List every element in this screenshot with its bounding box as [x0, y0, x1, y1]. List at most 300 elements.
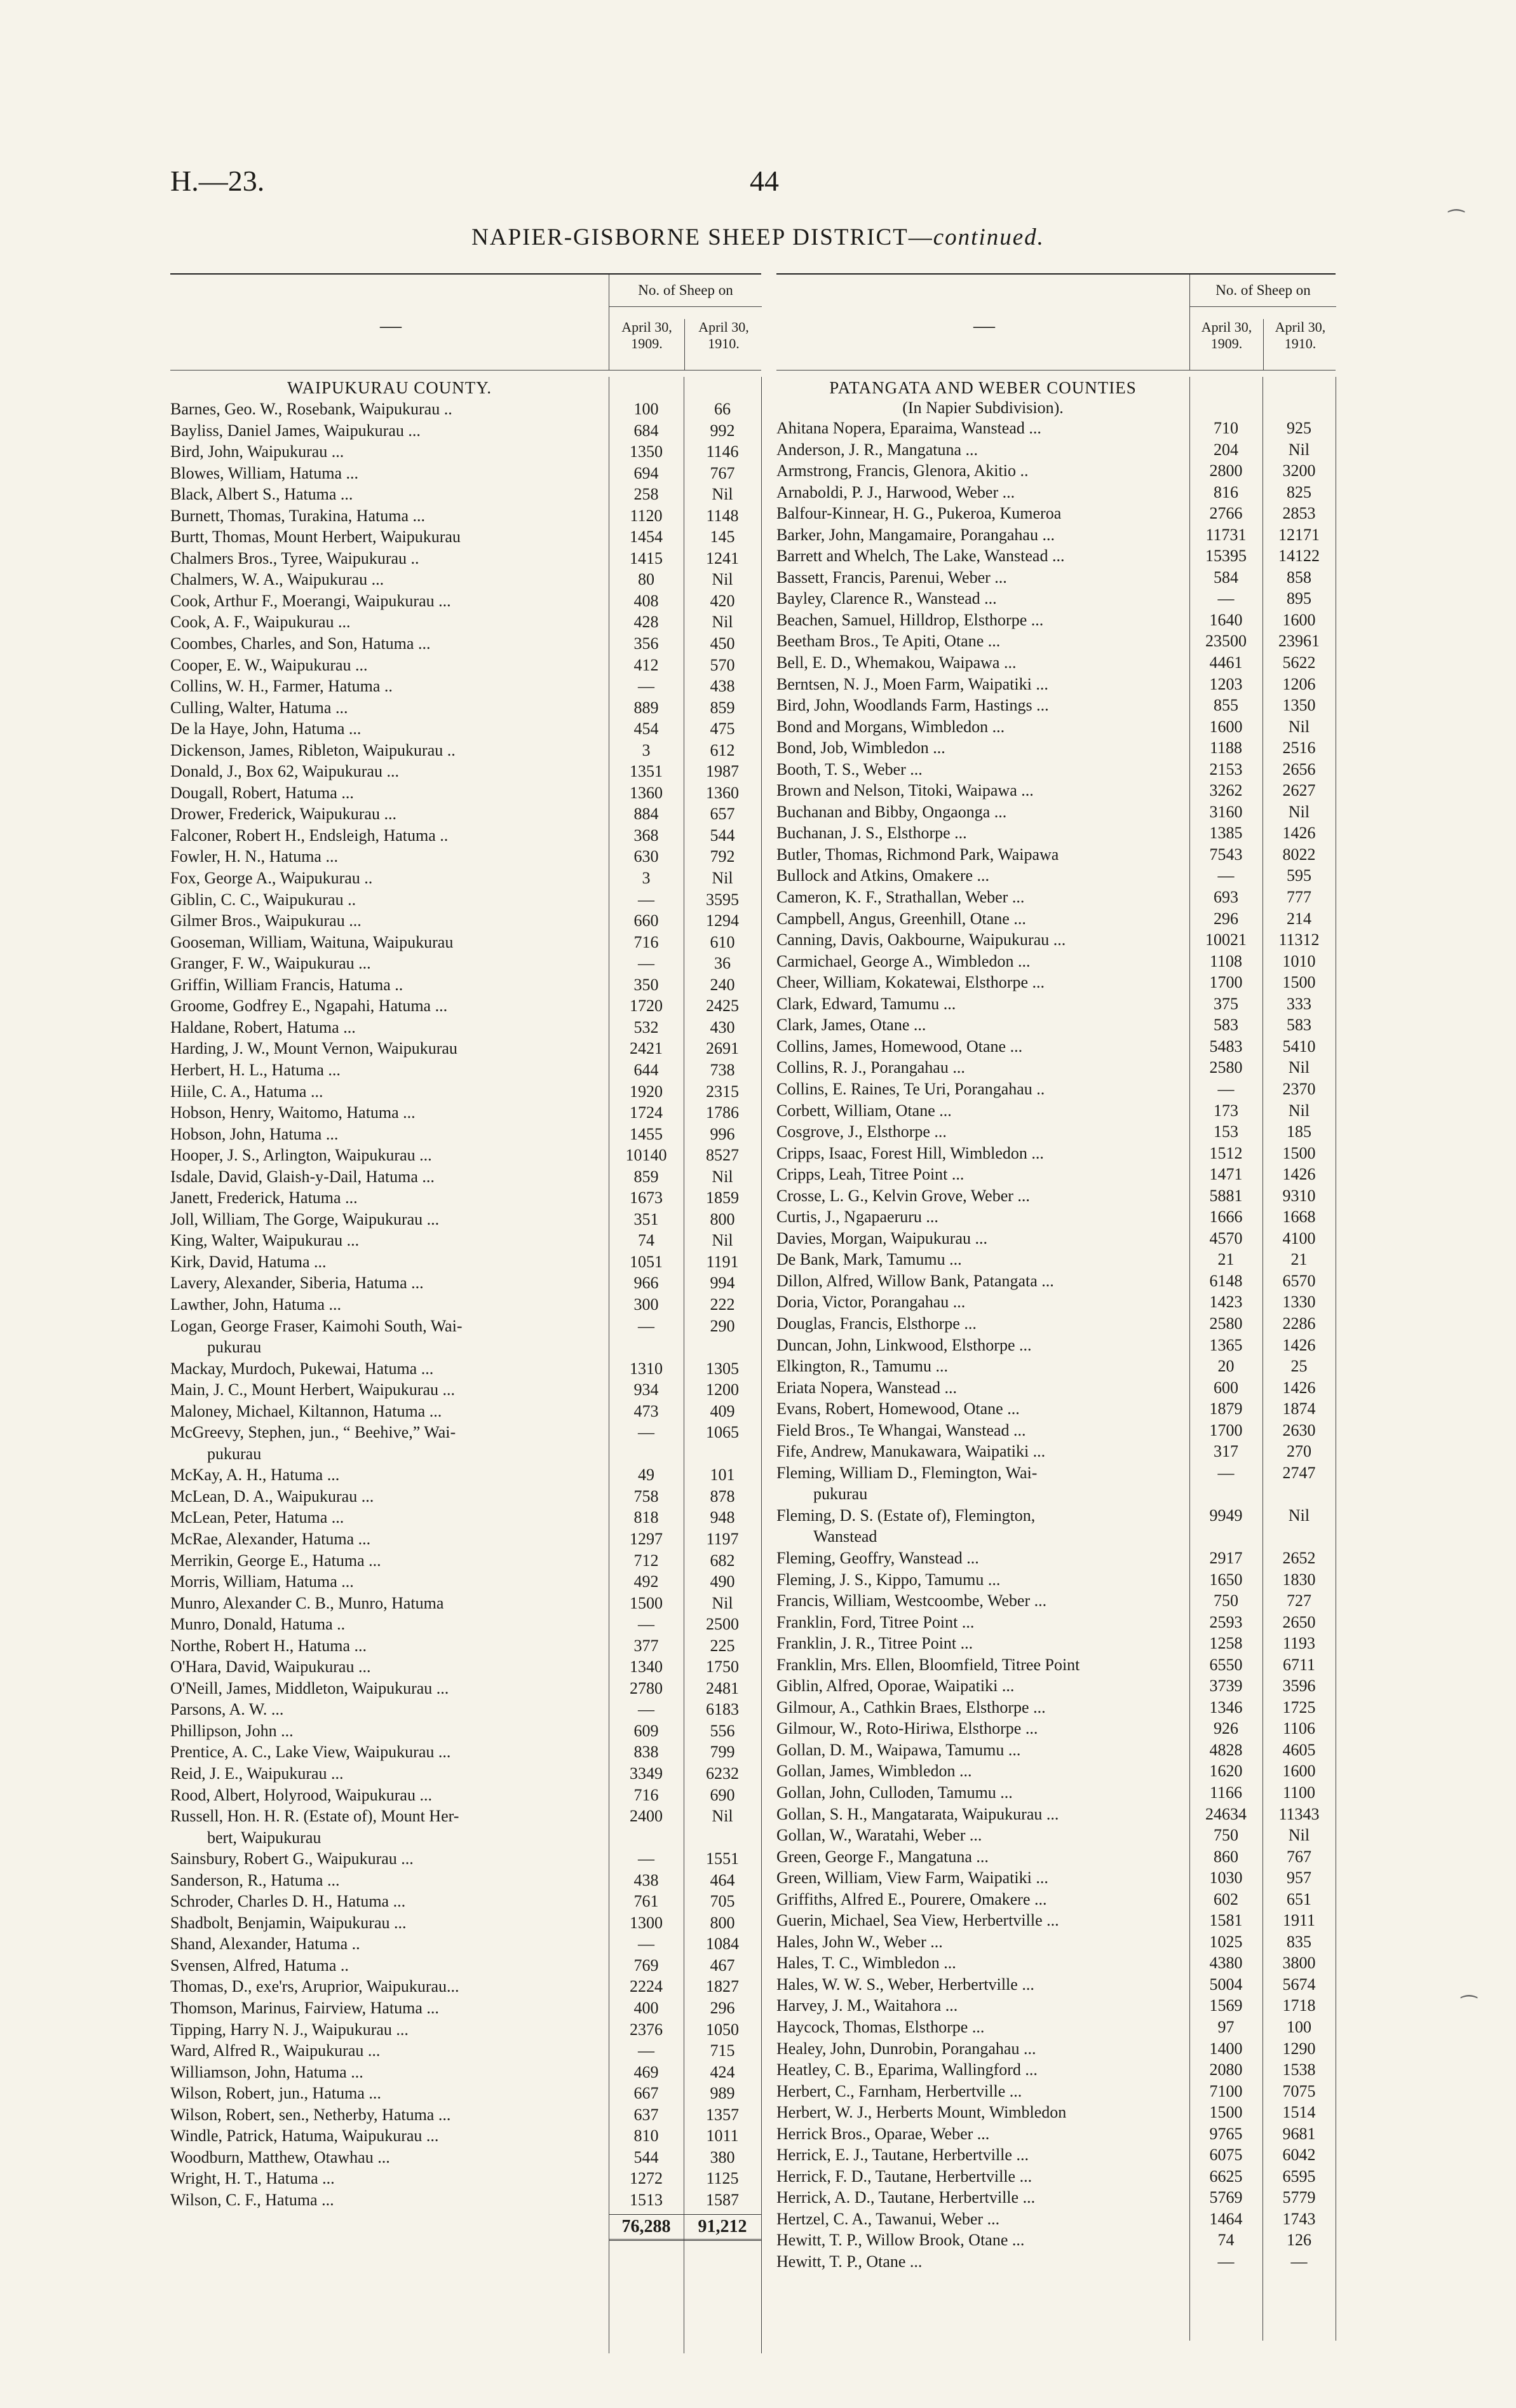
- table-row: [170, 1379, 761, 1401]
- owner-name: Cook, A. F., Waipukurau ...: [170, 613, 351, 632]
- owner-name: Morris, William, Hatuma ...: [170, 1572, 354, 1591]
- sheep-1909: 473: [633, 1401, 659, 1420]
- sheep-1909: 1724: [630, 1103, 663, 1122]
- sheep-1909: 1500: [630, 1593, 663, 1612]
- sheep-1910: 1750: [706, 1657, 739, 1677]
- owner-name: Cripps, Leah, Titree Point ...: [776, 1165, 964, 1184]
- owner-name: Fowler, H. N., Hatuma ...: [170, 847, 338, 866]
- sheep-1909: 23500: [1205, 632, 1247, 651]
- sheep-1909: 1385: [1209, 824, 1243, 843]
- sheep-1910: 996: [710, 1124, 735, 1143]
- sheep-1909: 173: [1214, 1101, 1238, 1120]
- owner-name: Heatley, C. B., Eparima, Wallingford ...: [776, 2060, 1038, 2079]
- sheep-1910: 1065: [706, 1423, 739, 1442]
- sheep-1910: 420: [710, 591, 735, 610]
- sheep-1910: [1268, 1526, 1336, 1548]
- sheep-1909: 1512: [1209, 1143, 1243, 1162]
- header-dash: —: [973, 314, 995, 337]
- owner-name: Hiile, C. A., Hatuma ...: [170, 1082, 323, 1101]
- owner-name: Hales, W. W. S., Weber, Herbertville ...: [776, 1975, 1034, 1994]
- owner-name: Cook, Arthur F., Moerangi, Waipukurau ...: [170, 591, 451, 610]
- table-row: [170, 548, 761, 569]
- sheep-1909: —: [638, 1935, 654, 1954]
- sheep-1910: 7075: [1282, 2081, 1316, 2100]
- table-row: [776, 1952, 1336, 1974]
- owner-name: Prentice, A. C., Lake View, Waipukurau ...: [170, 1743, 451, 1762]
- owner-name: Thomas, D., exe'rs, Aruprior, Waipukurau...: [170, 1977, 459, 1996]
- owner-name: Wilson, Robert, jun., Hatuma ...: [170, 2084, 381, 2103]
- owner-name: Gooseman, William, Waituna, Waipukurau: [170, 932, 454, 951]
- owner-name: Blowes, William, Hatuma ...: [170, 463, 358, 482]
- table-row: [776, 1526, 1336, 1548]
- sheep-1910: 1146: [706, 442, 739, 461]
- row-list: [170, 398, 761, 2210]
- owner-name: Bullock and Atkins, Omakere ...: [776, 866, 990, 885]
- sheep-1909: 1030: [1209, 1868, 1243, 1888]
- sheep-1909: 758: [633, 1486, 659, 1506]
- sheep-1909: 710: [1214, 419, 1238, 437]
- table-row: [170, 1316, 761, 1337]
- sheep-1909: —: [1217, 589, 1235, 608]
- table-row: [170, 590, 761, 612]
- table-row: [776, 460, 1336, 482]
- sheep-1910: [689, 1443, 761, 1465]
- table-row: [170, 2125, 761, 2147]
- table-row: [776, 652, 1336, 674]
- owner-name: Crosse, L. G., Kelvin Grove, Weber ...: [776, 1186, 1030, 1205]
- col-1909-header: April 30, 1909.: [1201, 319, 1252, 351]
- owner-name: McRae, Alexander, Hatuma ...: [170, 1529, 371, 1548]
- sheep-1909: 317: [1214, 1442, 1238, 1461]
- sheep-1910: 1100: [1282, 1783, 1316, 1802]
- sheep-1910: 6232: [706, 1764, 739, 1783]
- owner-name: Hobson, Henry, Waitomo, Hatuma ...: [170, 1103, 416, 1122]
- sheep-1910: 1197: [706, 1529, 739, 1548]
- sheep-1909: 1415: [630, 548, 663, 568]
- table-row: [776, 1249, 1336, 1270]
- owner-name: Dillon, Alfred, Willow Bank, Patangata ...: [776, 1271, 1054, 1290]
- owner-name: Hewitt, T. P., Otane ...: [776, 2252, 923, 2271]
- sheep-1909: 684: [633, 421, 659, 440]
- sheep-1910: 825: [1287, 482, 1311, 501]
- table-row: [776, 674, 1336, 695]
- sheep-1909: 6148: [1209, 1271, 1243, 1290]
- sheep-1910: 4605: [1282, 1740, 1316, 1759]
- owner-name: Haycock, Thomas, Elsthorpe ...: [776, 2018, 985, 2037]
- sheep-1909: 926: [1214, 1719, 1238, 1738]
- sheep-1910: 1600: [1282, 1762, 1316, 1781]
- owner-name: Schroder, Charles D. H., Hatuma ...: [170, 1892, 406, 1911]
- owner-name: Barrett and Whelch, The Lake, Wanstead ...: [776, 547, 1065, 566]
- sheep-1909: 3739: [1209, 1677, 1243, 1696]
- table-row: [776, 1697, 1336, 1718]
- table-row: [170, 1017, 761, 1038]
- table-row: [776, 2166, 1336, 2187]
- sheep-1910: 651: [1287, 1889, 1311, 1908]
- sheep-1909: 1108: [1209, 951, 1243, 970]
- table-row: [776, 908, 1336, 930]
- table-row: [170, 867, 761, 889]
- sheep-1910: 5779: [1282, 2188, 1316, 2207]
- table-row: [170, 2083, 761, 2104]
- table-row: [170, 1763, 761, 1785]
- owner-name: Corbett, William, Otane ...: [776, 1101, 952, 1120]
- sheep-1909: 258: [633, 485, 659, 504]
- sheep-1909: —: [638, 1423, 654, 1442]
- sheep-1909: 24634: [1205, 1804, 1247, 1823]
- sheep-1910: 895: [1287, 589, 1311, 608]
- sheep-1909: 5881: [1209, 1186, 1243, 1205]
- owner-name: Hales, T. C., Wimbledon ...: [776, 1954, 956, 1973]
- owner-name: Bayley, Clarence R., Wanstead ...: [776, 589, 997, 608]
- sheep-1910: 8527: [706, 1146, 739, 1165]
- sheep-1910: 2630: [1282, 1420, 1316, 1439]
- owner-name: Bond, Job, Wimbledon ...: [776, 738, 945, 758]
- owner-name: Sanderson, R., Hatuma ...: [170, 1870, 340, 1889]
- owner-name: Hales, John W., Weber ...: [776, 1932, 943, 1951]
- table-row: [776, 567, 1336, 588]
- table-row: [776, 1931, 1336, 1953]
- sheep-1909: 2593: [1209, 1612, 1243, 1631]
- sheep-1909: 1258: [1209, 1634, 1243, 1653]
- sheep-1909: —: [638, 1615, 654, 1634]
- col-1910-header: April 30, 1910.: [1263, 319, 1337, 370]
- sheep-1909: 644: [633, 1060, 659, 1079]
- table-row: [170, 825, 761, 847]
- total-1909: 76,288: [609, 2214, 684, 2241]
- owner-name: Bird, John, Woodlands Farm, Hastings ...: [776, 696, 1049, 715]
- owner-name: Thomson, Marinus, Fairview, Hatuma ...: [170, 1999, 439, 2018]
- sheep-1909: 3262: [1209, 781, 1243, 800]
- table-row: [776, 1121, 1336, 1143]
- sheep-1910: 1827: [706, 1977, 739, 1996]
- table-row: [170, 655, 761, 676]
- table-row: [170, 697, 761, 719]
- owner-name: Collins, E. Raines, Te Uri, Porangahau ..: [776, 1079, 1045, 1098]
- table-row: [776, 524, 1336, 546]
- table-row: [170, 1912, 761, 1934]
- owner-name: Butler, Thomas, Richmond Park, Waipawa: [776, 845, 1059, 864]
- sheep-1910: 2481: [706, 1678, 739, 1697]
- table-row: [170, 889, 761, 911]
- table-row: [776, 1483, 1336, 1505]
- table-row: [776, 1569, 1336, 1591]
- sheep-1910: 1050: [706, 2020, 739, 2039]
- owner-name: Woodburn, Matthew, Otawhau ...: [170, 2147, 390, 2167]
- sheep-1910: 1148: [706, 506, 739, 525]
- sheep-1910: 858: [1287, 568, 1311, 587]
- table-row: [170, 1443, 761, 1465]
- sheep-1909: 716: [633, 932, 659, 951]
- table-row: [776, 1760, 1336, 1782]
- owner-name: Franklin, Mrs. Ellen, Bloomfield, Titree Point: [776, 1655, 1080, 1674]
- table-row: [776, 887, 1336, 908]
- owner-name: Booth, T. S., Weber ...: [776, 759, 923, 779]
- col-1909-header: April 30, 1909.: [621, 319, 672, 351]
- sheep-1910: 1587: [706, 2190, 739, 2209]
- sheep-1910: 6595: [1282, 2167, 1316, 2186]
- owner-name: Fleming, D. S. (Estate of), Flemington,: [776, 1506, 1036, 1525]
- table-row: [776, 1612, 1336, 1633]
- owner-name: Bayliss, Daniel James, Waipukurau ...: [170, 421, 421, 440]
- table-row: [170, 932, 761, 953]
- sheep-1910: 6711: [1282, 1655, 1316, 1674]
- col-1910-header: April 30, 1910.: [684, 319, 762, 370]
- sheep-1909: 2780: [630, 1678, 663, 1697]
- sheep-1910: 715: [710, 2041, 735, 2060]
- owner-name: Campbell, Angus, Greenhill, Otane ...: [776, 909, 1026, 928]
- sheep-1909: 6625: [1209, 2167, 1243, 2186]
- sheep-1909: 1423: [1209, 1293, 1243, 1312]
- owner-name: Herbert, W. J., Herberts Mount, Wimbledon: [776, 2103, 1067, 2122]
- sheep-1909: 1569: [1209, 1996, 1243, 2015]
- totals-row: [170, 2214, 761, 2241]
- sheep-1910: 1330: [1282, 1293, 1316, 1312]
- table-row: [170, 803, 761, 825]
- sheep-1910: 2286: [1282, 1314, 1316, 1333]
- sheep-1910: 1743: [1282, 2209, 1316, 2228]
- owner-name: Gilmour, W., Roto-Hiriwa, Elsthorpe ...: [776, 1719, 1038, 1738]
- table-row: [170, 1827, 761, 1849]
- table-body: [170, 377, 761, 2241]
- sheep-group-label: No. of Sheep on: [609, 282, 762, 307]
- owner-name: Griffin, William Francis, Hatuma ..: [170, 975, 403, 994]
- sheep-1910: 738: [710, 1060, 735, 1079]
- owner-name: Barker, John, Mangamaire, Porangahau ...: [776, 525, 1055, 544]
- table-row: [170, 1976, 761, 1997]
- table-row: [170, 1528, 761, 1550]
- sheep-1909: 1513: [630, 2190, 663, 2209]
- sheep-1909: 637: [633, 2105, 659, 2124]
- owner-name: Bird, John, Waipukurau ...: [170, 442, 344, 461]
- table-row: [776, 972, 1336, 993]
- table-row: [776, 1036, 1336, 1058]
- sheep-1910: 464: [710, 1870, 735, 1889]
- owner-name: Tipping, Harry N. J., Waipukurau ...: [170, 2020, 409, 2039]
- sheep-1910: Nil: [1288, 802, 1310, 821]
- sheep-1909: 4828: [1209, 1740, 1243, 1759]
- owner-name: Clark, James, Otane ...: [776, 1016, 926, 1035]
- sheep-1910: 9310: [1282, 1186, 1316, 1205]
- sheep-1910: 475: [710, 719, 735, 738]
- table-row: [170, 761, 761, 782]
- owner-name: Northe, Robert H., Hatuma ...: [170, 1636, 367, 1655]
- owner-name: Buchanan and Bibby, Ongaonga ...: [776, 802, 1007, 821]
- owner-name: Ward, Alfred R., Waipukurau ...: [170, 2041, 381, 2060]
- sheep-1909: 6075: [1209, 2146, 1243, 2165]
- sheep-1910: 5410: [1282, 1037, 1316, 1056]
- owner-name: Balfour-Kinnear, H. G., Pukeroa, Kumeroa: [776, 504, 1062, 523]
- sheep-1910: 101: [710, 1466, 735, 1485]
- sheep-1910: 682: [710, 1551, 735, 1570]
- sheep-1909: 934: [633, 1380, 659, 1399]
- sheep-1909: 21: [1217, 1250, 1235, 1269]
- table-row: [776, 1804, 1336, 1825]
- sheep-1909: 350: [633, 975, 659, 994]
- table-row: [776, 759, 1336, 780]
- owner-name: Doria, Victor, Porangahau ...: [776, 1293, 966, 1312]
- owner-name: Elkington, R., Tamumu ...: [776, 1357, 948, 1376]
- sheep-1909: 1600: [1209, 717, 1243, 736]
- owner-name: Duncan, John, Linkwood, Elsthorpe ...: [776, 1335, 1032, 1354]
- sheep-1909: 377: [633, 1636, 659, 1655]
- sheep-1910: 556: [710, 1721, 735, 1740]
- owner-name: Merrikin, George E., Hatuma ...: [170, 1551, 381, 1570]
- sheep-1909: 5769: [1209, 2188, 1243, 2207]
- sheep-1909: 860: [1214, 1847, 1238, 1866]
- owner-name: Gollan, D. M., Waipawa, Tamumu ...: [776, 1740, 1021, 1759]
- sheep-1909: 1464: [1209, 2209, 1243, 2228]
- table-row: [170, 1081, 761, 1103]
- table-row: [776, 588, 1336, 609]
- table-row: [170, 910, 761, 932]
- table-row: [776, 1718, 1336, 1739]
- table-row: [776, 1143, 1336, 1164]
- table-row: [776, 1675, 1336, 1697]
- sheep-1910: 6042: [1282, 2146, 1316, 2165]
- table-row: [170, 1145, 761, 1166]
- sheep-1909: 1365: [1209, 1335, 1243, 1354]
- sheep-1909: —: [638, 677, 654, 696]
- sheep-1909: —: [638, 954, 654, 973]
- table-row: [170, 1741, 761, 1763]
- sheep-1909: 2421: [630, 1039, 663, 1058]
- table-row: [170, 846, 761, 867]
- sheep-1909: 769: [633, 1956, 659, 1975]
- sheep-1909: 761: [633, 1892, 659, 1911]
- sheep-1910: 2370: [1282, 1079, 1316, 1098]
- sheep-1910: 859: [710, 698, 735, 717]
- sheep-1909: 838: [633, 1743, 659, 1762]
- sheep-1909: 296: [1214, 909, 1238, 928]
- sheep-1910: Nil: [712, 869, 733, 888]
- table-row: [776, 1995, 1336, 2017]
- owner-name: Bassett, Francis, Parenui, Weber ...: [776, 568, 1007, 587]
- owner-name: Collins, James, Homewood, Otane ...: [776, 1037, 1023, 1056]
- sheep-1909: 1720: [630, 997, 663, 1016]
- table-row: [170, 676, 761, 697]
- sheep-1910: 1241: [706, 548, 739, 568]
- table-row: [170, 2040, 761, 2062]
- sheep-1910: 9681: [1282, 2124, 1316, 2143]
- sheep-1910: 1305: [706, 1359, 739, 1378]
- sheep-1909: 2580: [1209, 1058, 1243, 1077]
- table-row: [170, 2062, 761, 2083]
- sheep-1910: 570: [710, 655, 735, 674]
- table-row: [170, 1358, 761, 1380]
- table-row: [776, 1420, 1336, 1441]
- sheep-1910: 2650: [1282, 1612, 1316, 1631]
- sheep-1909: 2376: [630, 2020, 663, 2039]
- owner-name: De la Haye, John, Hatuma ...: [170, 719, 362, 738]
- owner-name: Svensen, Alfred, Hatuma ..: [170, 1956, 349, 1975]
- sheep-1909: 4570: [1209, 1228, 1243, 1248]
- sheep-1910: 878: [710, 1486, 735, 1506]
- sheep-1909: —: [638, 1700, 654, 1719]
- sheep-1910: 145: [710, 527, 735, 547]
- owner-name: Phillipson, John ...: [170, 1721, 294, 1740]
- sheep-1910: Nil: [712, 1167, 733, 1186]
- owner-name: Douglas, Francis, Elsthorpe ...: [776, 1314, 977, 1333]
- table-row: [170, 1059, 761, 1081]
- table-row: [170, 718, 761, 740]
- sheep-1910: 296: [710, 1999, 735, 2018]
- owner-name: Cameron, K. F., Strathallan, Weber ...: [776, 888, 1025, 907]
- sheep-1910: Nil: [1288, 1058, 1310, 1077]
- sheep-1910: 36: [714, 954, 731, 973]
- sheep-1909: 15395: [1205, 547, 1247, 566]
- sheep-1909: 2224: [630, 1977, 663, 1996]
- owner-name: Cooper, E. W., Waipukurau ...: [170, 655, 368, 674]
- owner-name: Fleming, William D., Flemington, Wai-: [776, 1463, 1038, 1482]
- table-row: [776, 1910, 1336, 1931]
- table-row: [170, 526, 761, 548]
- owner-name: Hobson, John, Hatuma ...: [170, 1124, 339, 1143]
- table-row: [170, 463, 761, 484]
- owner-name: Clark, Edward, Tamumu ...: [776, 994, 956, 1013]
- sheep-1910: 12171: [1278, 525, 1320, 544]
- table-row: [170, 1337, 761, 1358]
- table-row: [170, 1656, 761, 1678]
- table-row: [170, 420, 761, 442]
- sheep-1910: 333: [1287, 994, 1311, 1013]
- table-row: [170, 505, 761, 527]
- sheep-1910: 290: [710, 1316, 735, 1335]
- owner-name: O'Neill, James, Middleton, Waipukurau ...: [170, 1678, 449, 1697]
- sheep-1910: 1830: [1282, 1570, 1316, 1589]
- table-row: [170, 1294, 761, 1316]
- sheep-1910: 800: [710, 1209, 735, 1228]
- sheep-1910: 5622: [1282, 653, 1316, 672]
- owner-name: Fleming, J. S., Kippo, Tamumu ...: [776, 1570, 1001, 1589]
- sheep-1909: 74: [1217, 2231, 1235, 2250]
- sheep-1910: 23961: [1278, 632, 1320, 651]
- sheep-1910: 2747: [1282, 1463, 1316, 1482]
- owner-name: Gollan, S. H., Mangatarata, Waipukurau ...: [776, 1804, 1059, 1823]
- sheep-1910: 424: [710, 2062, 735, 2081]
- owner-name: Drower, Frederick, Waipukurau ...: [170, 805, 396, 824]
- owner-name: Wilson, C. F., Hatuma ...: [170, 2190, 334, 2209]
- table-header: [170, 275, 761, 371]
- owner-name: Wright, H. T., Hatuma ...: [170, 2169, 335, 2188]
- waipukurau-table: [170, 273, 761, 2241]
- sheep-1909: 492: [633, 1572, 659, 1591]
- table-row: [776, 1462, 1336, 1484]
- owner-name: Black, Albert S., Hatuma ...: [170, 485, 353, 504]
- sheep-1910: 2853: [1282, 504, 1316, 523]
- owner-name: Wilson, Robert, sen., Netherby, Hatuma ...: [170, 2105, 451, 2124]
- owner-name: Lavery, Alexander, Siberia, Hatuma ...: [170, 1274, 424, 1293]
- table-row: [776, 1078, 1336, 1100]
- sheep-1909: 1188: [1209, 738, 1243, 758]
- sheep-1909: 20: [1217, 1357, 1235, 1376]
- sheep-1909: 4461: [1209, 653, 1243, 672]
- sheep-1910: 1426: [1282, 824, 1316, 843]
- owner-name: Herbert, H. L., Hatuma ...: [170, 1060, 341, 1079]
- sheep-1910: 467: [710, 1956, 735, 1975]
- sheep-1910: 214: [1287, 909, 1311, 928]
- column-rule: [1189, 377, 1190, 2341]
- sheep-1910: Nil: [712, 570, 733, 589]
- sheep-1909: 859: [633, 1167, 659, 1186]
- sheep-1909: 1051: [630, 1252, 663, 1271]
- owner-name: Rood, Albert, Holyrood, Waipukurau ...: [170, 1785, 432, 1804]
- sheep-1910: 225: [710, 1636, 735, 1655]
- owner-name: Evans, Robert, Homewood, Otane ...: [776, 1399, 1020, 1418]
- sheep-1910: 1874: [1282, 1399, 1316, 1418]
- sheep-1909: 368: [633, 826, 659, 845]
- table-row: [776, 2059, 1336, 2081]
